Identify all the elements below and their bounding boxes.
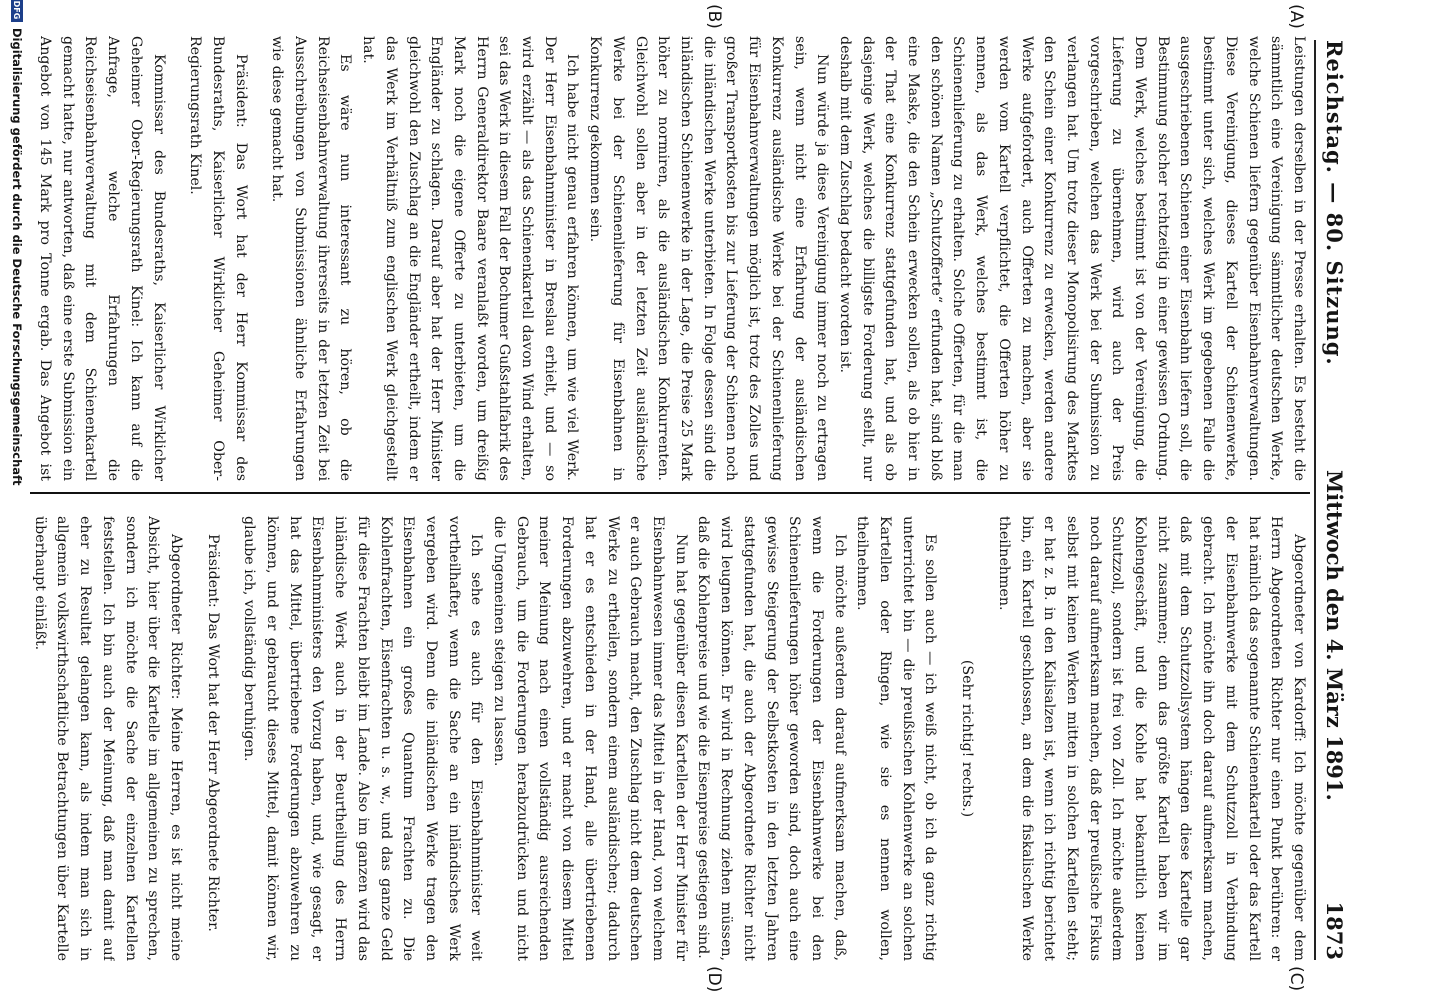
- paragraph: Ich möchte außerdem darauf aufmerksam machen, daß, wenn die Forderungen der Eisenbahnwerke bei den Schienenlieferungen höher geworden sind, doch auch eine gewisse Steigerung der Selbstkosten in den letzten Jahren stattgefunden hat, die auch der Abgeordnete Richter nicht wird leugnen können. Er wird in Rechnung ziehen müssen, daß die Kohlenpreise und wie die Eisenpreise gestiegen sind.: [695, 516, 848, 961]
- margin-marker-b: (B): [704, 4, 724, 29]
- paragraph: Leistungen derselben in der Presse erhalten. Es besteht die sämmtlich eine Vereinigung sämmtlicher deutschen Werke, welche Schienen liefern gegenüber Eisenbahnverwaltungen. Diese Vereinigung, dieses Kartell der Schienenwerke, bestimmt unter sich, welches Werk im gegebenen Falle die ausgeschriebenen Schienen einer Eisenbahn liefern soll, die Bestimmung solcher rechtzeitig in einer gewissen Ordnung. Dem Werk, welches bestimmt ist von der Vereinigung, die Lieferung zu übernehmen, wird auch der Preis vorgeschrieben, welchen das Werk bei der Submission zu verlangen hat. Um trotz dieser Monopolisirung des Marktes den Schein einer Konkurrenz zu erwecken, werden andere Werke aufgefordert, auch Offerten zu machen, aber sie werden vom Kartell verpflichtet, die Offerten höher zu nennen, als das Werk, welches bestimmt ist, die Schienenlieferung zu erhalten. Solche Offerten, für die man den schönen Namen „Schutzofferte“ erfunden hat, sind bloß eine Maske, die den Schein erwecken sollen, als ob hier in der That eine Konkurrenz stattgefunden hat, und als ob dasjenige Werk, welches die billigste Forderung stellt, nur deshalb mit dem Zuschlag bedacht worden ist.: [836, 36, 1307, 481]
- paragraph: Kommissar des Bundesraths, Kaiserlicher Wirklicher Geheimer Ober-Regierungsrath Kinel: Ich kann auf die Anfrage, welche Erfahrungen die Reichseisenbahnverwaltung mit dem Schienenkartell gemacht hatte, nur antworten, daß eine erste Submission ein Angebot von 145 Mark pro Tonne ergab. Das Angebot ist: [37, 36, 167, 481]
- right-column: [30, 516, 1310, 961]
- interjection: (Sehr richtig! rechts.): [959, 659, 976, 818]
- paragraph: Ich sehe es auch für den Eisenbahnminister weit vortheilhafter, wenn die Sache an ein inländisches Werk vergeben wird. Denn die inländischen Werke tragen den Eisenbahnen ein großes Quantum Frachten zu. Die Kohlenfrachten, Eisenfrachten u. s. w., und das ganze Geld für diese Frachten bleibt im Lande. Also im ganzen wird das inländische Werk auch in der Beurtheilung des Herrn Eisenbahnministers den Vorzug haben, und, wie gesagt, er hat das Mittel, übertriebene Forderungen abzuwehren zu können, und er gebraucht dieses Mittel, damit können wir, glaube ich, vollständig beruhigen.: [241, 516, 485, 961]
- paragraph: Abgeordneter Richter: Meine Herren, es ist nicht meine Absicht, hier über die Kartelle im allgemeinen zu sprechen, sondern ich möchte die Sache der einzelnen Kartellen feststellen. Ich bin auch der Meinung, daß man damit auf eher zu Resultat gelangen kann, als indem man sich in allgemein volkswirthschaftliche Betrachtungen über Kartelle überhaupt einläßt.: [31, 516, 184, 961]
- paragraph: Nun würde ja diese Vereinigung immer noch zu ertragen sein, wenn nicht eine Erfahrung der ausländischen Konkurrenz ausländische Werke bei der Schienenlieferung für Eisenbahnverwaltungen möglich ist, trotz des Zolles und großer Transportkosten bis zur Lieferung der Schienen noch die inländischen Werke unterbieten. In Folge dessen sind die inländischen Schienenwerke in der Lage, die Preise 25 Mark höher zu normiren, als die ausländischen Konkurrenten. Gleichwohl sollen aber in der letzten Zeit ausländische Werke bei der Schienenlieferung für Eisenbahnen in Konkurrenz gekommen sein.: [587, 36, 831, 481]
- page-number: 1873: [1322, 901, 1347, 960]
- dfg-logo: DFG: [11, 0, 23, 22]
- paragraph: Es wäre nun interessant zu hören, ob die Reichseisenbahnverwaltung ihrerseits in der letzten Zeit bei Ausschreibungen von Submissionen ähnliche Erfahrungen wie diese gemacht hat.: [269, 36, 354, 481]
- margin-marker-c: (C): [1286, 966, 1306, 992]
- left-column: [30, 36, 1310, 481]
- footer-text: Digitalisierung gefördert durch die Deutsche Forschungsgemeinschaft: [10, 28, 24, 486]
- paragraph: Abgeordneter von Kardorff: Ich möchte gegenüber dem Herrn Abgeordneten Richter nur einen Punkt berühren: er hat nämlich das sogenannte Schienenkartell oder das Kartell der Eisenbahnwerke mit dem Schutzzoll in Verbindung gebracht. Ich möchte ihn doch darauf aufmerksam machen, daß mit dem Schutzzollsystem hängen diese Kartelle gar nicht zusammen; denn das größte Kartell haben wir im Kohlengeschäft, und die Kohle hat bekanntlich keinen Schutzzoll, sondern ist frei von Zoll. Ich möchte außerdem noch darauf aufmerksam machen, daß der preußische Fiskus selbst mit keinen Werken mitten in solchen Kartellen steht; er hat z. B. in den Kalisalzen ist, wenn ich richtig berichtet bin, ein Kartell geschlossen, an dem die fiskalischen Werke theilnehmen.: [995, 516, 1307, 961]
- margin-marker-d: (D): [704, 966, 724, 993]
- page-header: [1314, 40, 1360, 960]
- paragraph: Ich habe nicht genau erfahren können, um wie viel Werk. Der Herr Eisenbahnminister in Breslau erhielt, und — so wird erzählt — als das Schienenkartell davon Wind erhalten, sei das Werk in diesem Fall der Bochumer Gußstahlfabrik des Herrn Generaldirektor Baare veranlaßt worden, um dreißig Mark noch die eigene Offerte zu unterbieten, um die Engländer zu schlagen. Darauf aber hat der Herr Minister gleichwohl den Zuschlag an die Engländer ertheilt, indem er das Werk im Verhältniß zum englischen Werk gleichgestellt hat.: [360, 36, 581, 481]
- paragraph: Es sollen auch — ich weiß nicht, ob ich da ganz richtig unterrichtet bin — die preußischen Kohlenwerke an solchen Kartellen oder Ringen, wie sie es nennen wollen, theilnehmen.: [854, 516, 939, 961]
- paragraph: Nun hat gegenüber diesen Kartellen der Herr Minister für Eisenbahnwesen immer das Mittel in der Hand, von welchem er auch Gebrauch macht, den Zuschlag nicht dem deutschen Werke zu ertheilen, sondern einem ausländischen; dadurch hat er es entschieden in der Hand, alle übertriebenen Forderungen abzuwehren, und er macht von diesem Mittel meiner Meinung nach einen vollständig ausreichenden Gebrauch, um die Forderungen herabzudrücken und nicht die Ungemeinen steigen zu lassen.: [491, 516, 689, 961]
- speaker-paragraph: Präsident: Das Wort hat der Herr Abgeordnete Richter.: [204, 534, 221, 932]
- session-title: Reichstag. — 80. Sitzung.: [1322, 40, 1347, 366]
- column-divider: [30, 492, 1310, 494]
- digitization-footer: [2, 0, 32, 718]
- margin-marker-a: (A): [1286, 4, 1306, 29]
- session-date: Mittwoch den 4. März 1891.: [1322, 470, 1347, 801]
- speaker-paragraph: Präsident: Das Wort hat der Herr Kommissar des Bundesraths, Kaiserlicher Wirklicher Geheimer Ober-Regierungsrath Kinel.: [187, 36, 249, 481]
